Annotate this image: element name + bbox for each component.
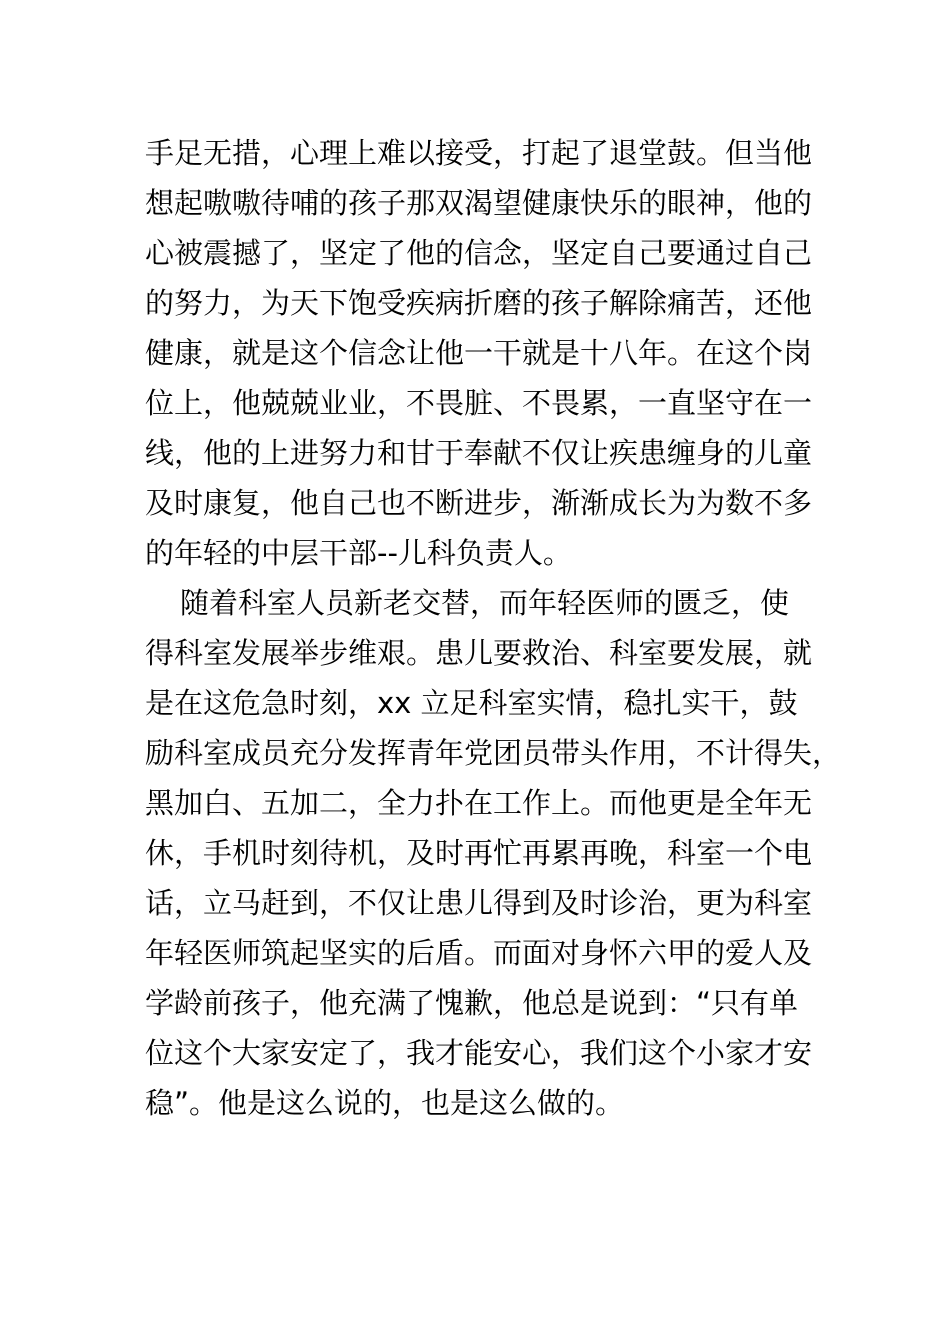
text-line: 稳”。他是这么说的，也是这么做的。: [145, 1086, 625, 1120]
text-line: 位这个大家安定了，我才能安心，我们这个小家才安: [145, 1036, 813, 1070]
paragraph-2: [145, 578, 842, 1128]
text-line: 心被震撼了，坚定了他的信念，坚定自己要通过自己: [145, 236, 813, 270]
text-line: 想起嗷嗷待哺的孩子那双渴望健康快乐的眼神，他的: [145, 186, 813, 220]
text-line: 励科室成员充分发挥青年党团员带头作用，不计得失，: [145, 736, 842, 770]
text-line: 位上，他兢兢业业，不畏脏、不畏累，一直坚守在一: [145, 386, 813, 420]
text-line: 是在这危急时刻，xx 立足科室实情，稳扎实干，鼓: [145, 686, 798, 720]
text-line: 得科室发展举步维艰。患儿要救治、科室要发展，就: [145, 636, 813, 670]
body-text: [145, 128, 842, 1128]
text-line: 手足无措，心理上难以接受，打起了退堂鼓。但当他: [145, 136, 813, 170]
text-line: 话，立马赶到，不仅让患儿得到及时诊治，更为科室: [145, 886, 813, 920]
text-line: 休，手机时刻待机，及时再忙再累再晚，科室一个电: [145, 836, 813, 870]
text-line: 及时康复，他自己也不断进步，渐渐成长为为数不多: [145, 486, 813, 520]
paragraph-1: [145, 128, 825, 578]
text-line: 学龄前孩子，他充满了愧歉，他总是说到：“只有单: [145, 986, 799, 1020]
text-line: 的年轻的中层干部--儿科负责人。: [145, 536, 572, 570]
text-line: 黑加白、五加二，全力扑在工作上。而他更是全年无: [145, 786, 813, 820]
text-line-first: 随着科室人员新老交替，而年轻医师的匮乏，使: [180, 586, 790, 620]
text-line: 健康，就是这个信念让他一干就是十八年。在这个岗: [145, 336, 813, 370]
text-line: 年轻医师筑起坚实的后盾。而面对身怀六甲的爱人及: [145, 936, 813, 970]
text-line: 线，他的上进努力和甘于奉献不仅让疾患缠身的儿童: [145, 436, 813, 470]
text-line: 的努力，为天下饱受疾病折磨的孩子解除痛苦，还他: [145, 286, 813, 320]
